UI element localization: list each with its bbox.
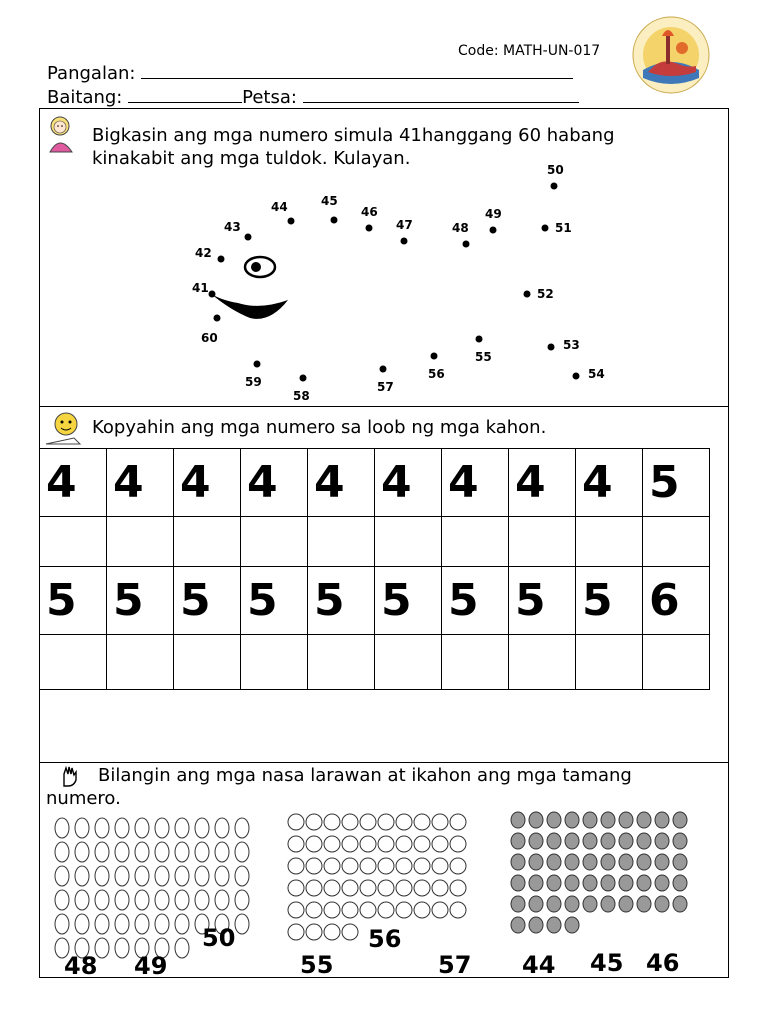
eggplant-picture: [135, 914, 149, 934]
garlic-picture: [547, 917, 561, 933]
eggplant-picture: [175, 842, 189, 862]
section2-instruction: Kopyahin ang mga numero sa loob ng mga kahon.: [92, 417, 547, 438]
tomato-picture: [450, 880, 466, 896]
number-cell: 5: [643, 449, 710, 517]
garlic-picture: [529, 812, 543, 828]
number-cell: 4: [241, 449, 308, 517]
tomato-picture: [306, 858, 322, 874]
dot-point[interactable]: [331, 217, 338, 224]
garlic-group: [511, 812, 687, 933]
garlic-picture: [547, 833, 561, 849]
dot-point[interactable]: [490, 227, 497, 234]
tomato-picture: [378, 880, 394, 896]
dot-number-label: 60: [201, 331, 218, 345]
dot-point[interactable]: [254, 361, 261, 368]
garlic-picture: [511, 896, 525, 912]
eggplant-picture: [55, 914, 69, 934]
copy-answer-cell[interactable]: [442, 517, 509, 567]
tomato-picture: [288, 858, 304, 874]
number-cell: 4: [509, 449, 576, 517]
deped-logo: [626, 14, 716, 96]
garlic-picture: [529, 917, 543, 933]
dot-point[interactable]: [431, 353, 438, 360]
garlic-picture: [637, 812, 651, 828]
dot-number-label: 58: [293, 389, 310, 403]
garlic-picture: [583, 812, 597, 828]
eggplant-picture: [175, 914, 189, 934]
garlic-picture: [637, 833, 651, 849]
section-divider: [39, 762, 729, 763]
tomato-group: [288, 814, 466, 940]
eggplant-picture: [215, 818, 229, 838]
number-cell: 5: [308, 567, 375, 635]
tomato-picture: [306, 924, 322, 940]
number-cell: 5: [241, 567, 308, 635]
garlic-picture: [511, 875, 525, 891]
eggplant-picture: [215, 890, 229, 910]
dot-point[interactable]: [214, 315, 221, 322]
garlic-picture: [565, 917, 579, 933]
garlic-picture: [601, 812, 615, 828]
copy-answer-cell[interactable]: [576, 517, 643, 567]
garlic-picture: [565, 854, 579, 870]
tomato-picture: [306, 836, 322, 852]
garlic-picture: [637, 896, 651, 912]
garlic-picture: [565, 812, 579, 828]
tomato-picture: [396, 880, 412, 896]
dot-number-label: 43: [224, 220, 241, 234]
tomato-picture: [432, 836, 448, 852]
copy-answer-cell[interactable]: [241, 517, 308, 567]
number-cell: 4: [576, 449, 643, 517]
dot-number-label: 53: [563, 338, 580, 352]
copy-answer-cell[interactable]: [509, 635, 576, 690]
dot-point[interactable]: [245, 234, 252, 241]
copy-answer-cell[interactable]: [107, 635, 174, 690]
copy-answer-cell[interactable]: [375, 635, 442, 690]
eggplant-picture: [175, 938, 189, 958]
garlic-picture: [673, 875, 687, 891]
choice-number[interactable]: 44: [522, 951, 556, 979]
number-cell: 5: [174, 567, 241, 635]
tomato-picture: [342, 880, 358, 896]
eggplant-picture: [75, 914, 89, 934]
garlic-picture: [565, 896, 579, 912]
eggplant-picture: [235, 818, 249, 838]
tomato-picture: [432, 880, 448, 896]
garlic-picture: [547, 875, 561, 891]
section1-instruction: Bigkasin ang mga numero simula 41hanggang 60 habang kinakabit ang mga tuldok. Kulayan.: [92, 125, 615, 169]
section3-instruction: Bilangin ang mga nasa larawan at ikahon ang mga tamang numero.: [46, 765, 632, 809]
tomato-picture: [288, 836, 304, 852]
tomato-picture: [378, 902, 394, 918]
eggplant-picture: [95, 866, 109, 886]
garlic-picture: [655, 875, 669, 891]
tomato-picture: [450, 858, 466, 874]
eggplant-picture: [155, 866, 169, 886]
eggplant-picture: [95, 890, 109, 910]
garlic-picture: [547, 896, 561, 912]
eggplant-picture: [155, 818, 169, 838]
fish-mouth: [210, 293, 288, 319]
tomato-picture: [396, 814, 412, 830]
tomato-picture: [324, 836, 340, 852]
dot-number-label: 50: [547, 163, 564, 177]
number-cell: 4: [375, 449, 442, 517]
dot-number-label: 44: [271, 200, 288, 214]
garlic-picture: [511, 917, 525, 933]
choice-number[interactable]: 56: [368, 925, 402, 953]
eggplant-picture: [115, 842, 129, 862]
garlic-picture: [673, 896, 687, 912]
dot-point[interactable]: [401, 238, 408, 245]
eggplant-picture: [115, 890, 129, 910]
number-cell: 5: [375, 567, 442, 635]
number-cell: 5: [40, 567, 107, 635]
number-cell: 4: [174, 449, 241, 517]
tomato-picture: [306, 814, 322, 830]
choice-number[interactable]: 45: [590, 949, 624, 977]
eggplant-picture: [235, 914, 249, 934]
tomato-picture: [396, 858, 412, 874]
garlic-picture: [511, 833, 525, 849]
garlic-picture: [547, 812, 561, 828]
garlic-picture: [637, 854, 651, 870]
tomato-picture: [396, 902, 412, 918]
dot-number-label: 42: [195, 246, 212, 260]
tomato-picture: [306, 902, 322, 918]
dot-number-label: 41: [192, 281, 209, 295]
tomato-picture: [414, 902, 430, 918]
tomato-picture: [324, 880, 340, 896]
choice-number[interactable]: 48: [64, 952, 98, 980]
garlic-picture: [529, 875, 543, 891]
tomato-picture: [288, 924, 304, 940]
copy-answer-cell[interactable]: [174, 517, 241, 567]
dot-number-label: 48: [452, 221, 469, 235]
tomato-picture: [306, 880, 322, 896]
tomato-picture: [450, 902, 466, 918]
garlic-picture: [601, 896, 615, 912]
garlic-picture: [511, 854, 525, 870]
garlic-picture: [637, 875, 651, 891]
dot-point[interactable]: [542, 225, 549, 232]
eggplant-picture: [175, 866, 189, 886]
tomato-picture: [450, 836, 466, 852]
number-cell: 4: [308, 449, 375, 517]
copy-answer-cell[interactable]: [40, 517, 107, 567]
eggplant-picture: [115, 938, 129, 958]
eggplant-picture: [95, 914, 109, 934]
tomato-picture: [324, 858, 340, 874]
dot-number-label: 46: [361, 205, 378, 219]
tomato-picture: [342, 924, 358, 940]
number-cell: 5: [509, 567, 576, 635]
eggplant-picture: [235, 866, 249, 886]
tomato-picture: [342, 836, 358, 852]
garlic-picture: [619, 875, 633, 891]
dot-point[interactable]: [524, 291, 531, 298]
number-cell: 5: [442, 567, 509, 635]
name-blank[interactable]: [141, 60, 573, 79]
dot-point[interactable]: [209, 291, 216, 298]
eggplant-picture: [115, 914, 129, 934]
garlic-picture: [583, 875, 597, 891]
garlic-picture: [619, 812, 633, 828]
garlic-picture: [601, 854, 615, 870]
dot-number-label: 57: [377, 380, 394, 394]
garlic-picture: [529, 896, 543, 912]
number-cell: 4: [442, 449, 509, 517]
eggplant-picture: [75, 842, 89, 862]
worksheet-code: Code: MATH-UN-017: [458, 43, 601, 59]
garlic-picture: [547, 854, 561, 870]
tomato-picture: [414, 880, 430, 896]
tomato-picture: [432, 858, 448, 874]
garlic-picture: [529, 833, 543, 849]
garlic-picture: [601, 875, 615, 891]
date-blank[interactable]: [303, 84, 579, 103]
number-cell: 5: [107, 567, 174, 635]
garlic-picture: [529, 854, 543, 870]
grade-blank[interactable]: [128, 84, 242, 103]
eggplant-picture: [75, 866, 89, 886]
eggplant-picture: [235, 890, 249, 910]
eggplant-picture: [75, 818, 89, 838]
dot-point[interactable]: [551, 183, 558, 190]
copy-answer-cell[interactable]: [308, 635, 375, 690]
garlic-picture: [565, 833, 579, 849]
copy-answer-cell[interactable]: [308, 517, 375, 567]
tomato-picture: [432, 902, 448, 918]
choice-number[interactable]: 55: [300, 951, 334, 979]
garlic-picture: [655, 833, 669, 849]
dot-point[interactable]: [476, 336, 483, 343]
eggplant-picture: [195, 842, 209, 862]
tomato-picture: [414, 836, 430, 852]
eggplant-picture: [75, 890, 89, 910]
writing-face-icon: [44, 410, 84, 446]
choice-number[interactable]: 49: [134, 952, 168, 980]
tomato-picture: [288, 880, 304, 896]
garlic-picture: [655, 896, 669, 912]
garlic-picture: [565, 875, 579, 891]
dot-number-label: 51: [555, 221, 572, 235]
dot-to-dot-fish: [190, 160, 620, 406]
eggplant-picture: [215, 842, 229, 862]
eggplant-picture: [115, 818, 129, 838]
garlic-picture: [601, 833, 615, 849]
tomato-picture: [360, 836, 376, 852]
dot-number-label: 47: [396, 218, 413, 232]
name-label: Pangalan:: [47, 63, 136, 84]
tomato-picture: [360, 880, 376, 896]
eggplant-picture: [215, 866, 229, 886]
tomato-picture: [432, 814, 448, 830]
grade-label: Baitang:: [47, 87, 123, 108]
tomato-picture: [378, 836, 394, 852]
tomato-picture: [360, 814, 376, 830]
eggplant-picture: [155, 890, 169, 910]
choice-number[interactable]: 57: [438, 951, 472, 979]
tomato-picture: [450, 814, 466, 830]
tomato-picture: [288, 902, 304, 918]
eggplant-picture: [175, 890, 189, 910]
garlic-picture: [511, 812, 525, 828]
fish-pupil: [251, 262, 261, 272]
tomato-picture: [324, 902, 340, 918]
choice-number[interactable]: 46: [646, 949, 680, 977]
copy-answer-cell[interactable]: [643, 517, 710, 567]
tomato-picture: [342, 858, 358, 874]
dot-point[interactable]: [288, 218, 295, 225]
dot-point[interactable]: [463, 241, 470, 248]
copy-answer-cell[interactable]: [40, 635, 107, 690]
dot-number-label: 56: [428, 367, 445, 381]
eggplant-picture: [175, 818, 189, 838]
dot-number-label: 52: [537, 287, 554, 301]
dot-number-label: 45: [321, 194, 338, 208]
name-row: [47, 60, 573, 84]
dot-number-label: 55: [475, 350, 492, 364]
garlic-picture: [619, 854, 633, 870]
eggplant-picture: [135, 842, 149, 862]
garlic-picture: [655, 812, 669, 828]
tomato-picture: [414, 814, 430, 830]
dot-point[interactable]: [573, 373, 580, 380]
eggplant-picture: [155, 842, 169, 862]
eggplant-picture: [235, 842, 249, 862]
copy-answer-cell[interactable]: [643, 635, 710, 690]
dot-number-label: 59: [245, 375, 262, 389]
copy-answer-cell[interactable]: [241, 635, 308, 690]
eggplant-picture: [195, 818, 209, 838]
garlic-picture: [673, 833, 687, 849]
copy-answer-cell[interactable]: [174, 635, 241, 690]
tomato-picture: [414, 858, 430, 874]
tomato-picture: [288, 814, 304, 830]
eggplant-picture: [195, 866, 209, 886]
number-cell: 4: [107, 449, 174, 517]
grade-date-row: [47, 84, 579, 108]
dot-point[interactable]: [218, 256, 225, 263]
tomato-picture: [324, 814, 340, 830]
tomato-picture: [360, 902, 376, 918]
dot-point[interactable]: [300, 375, 307, 382]
garlic-picture: [673, 812, 687, 828]
number-cell: 4: [40, 449, 107, 517]
tomato-picture: [360, 858, 376, 874]
eggplant-picture: [135, 890, 149, 910]
choice-number[interactable]: 50: [202, 924, 236, 952]
girl-reading-icon: [42, 112, 82, 154]
copy-answer-cell[interactable]: [107, 517, 174, 567]
number-cell: 5: [576, 567, 643, 635]
copy-answer-cell[interactable]: [442, 635, 509, 690]
garlic-picture: [619, 896, 633, 912]
copy-numbers-grid: [39, 448, 710, 690]
eggplant-picture: [135, 818, 149, 838]
copy-answer-cell[interactable]: [375, 517, 442, 567]
dot-point[interactable]: [380, 366, 387, 373]
copy-answer-cell[interactable]: [509, 517, 576, 567]
number-cell: 6: [643, 567, 710, 635]
eggplant-picture: [95, 818, 109, 838]
eggplant-picture: [55, 842, 69, 862]
eggplant-picture: [95, 842, 109, 862]
dot-point[interactable]: [366, 225, 373, 232]
eggplant-picture: [195, 890, 209, 910]
garlic-picture: [583, 854, 597, 870]
date-label: Petsa:: [242, 87, 297, 108]
eggplant-picture: [135, 866, 149, 886]
eggplant-picture: [55, 818, 69, 838]
tomato-picture: [378, 814, 394, 830]
section-divider: [39, 406, 729, 407]
garlic-picture: [583, 896, 597, 912]
tomato-picture: [324, 924, 340, 940]
tomato-picture: [396, 836, 412, 852]
dot-number-label: 54: [588, 367, 605, 381]
tomato-picture: [378, 858, 394, 874]
eggplant-picture: [115, 866, 129, 886]
copy-answer-cell[interactable]: [576, 635, 643, 690]
garlic-picture: [619, 833, 633, 849]
eggplant-picture: [55, 866, 69, 886]
eggplant-picture: [155, 914, 169, 934]
tomato-picture: [342, 814, 358, 830]
eggplant-picture: [55, 890, 69, 910]
tomato-picture: [342, 902, 358, 918]
garlic-picture: [583, 833, 597, 849]
garlic-picture: [655, 854, 669, 870]
dot-point[interactable]: [548, 344, 555, 351]
dot-number-label: 49: [485, 207, 502, 221]
garlic-picture: [673, 854, 687, 870]
